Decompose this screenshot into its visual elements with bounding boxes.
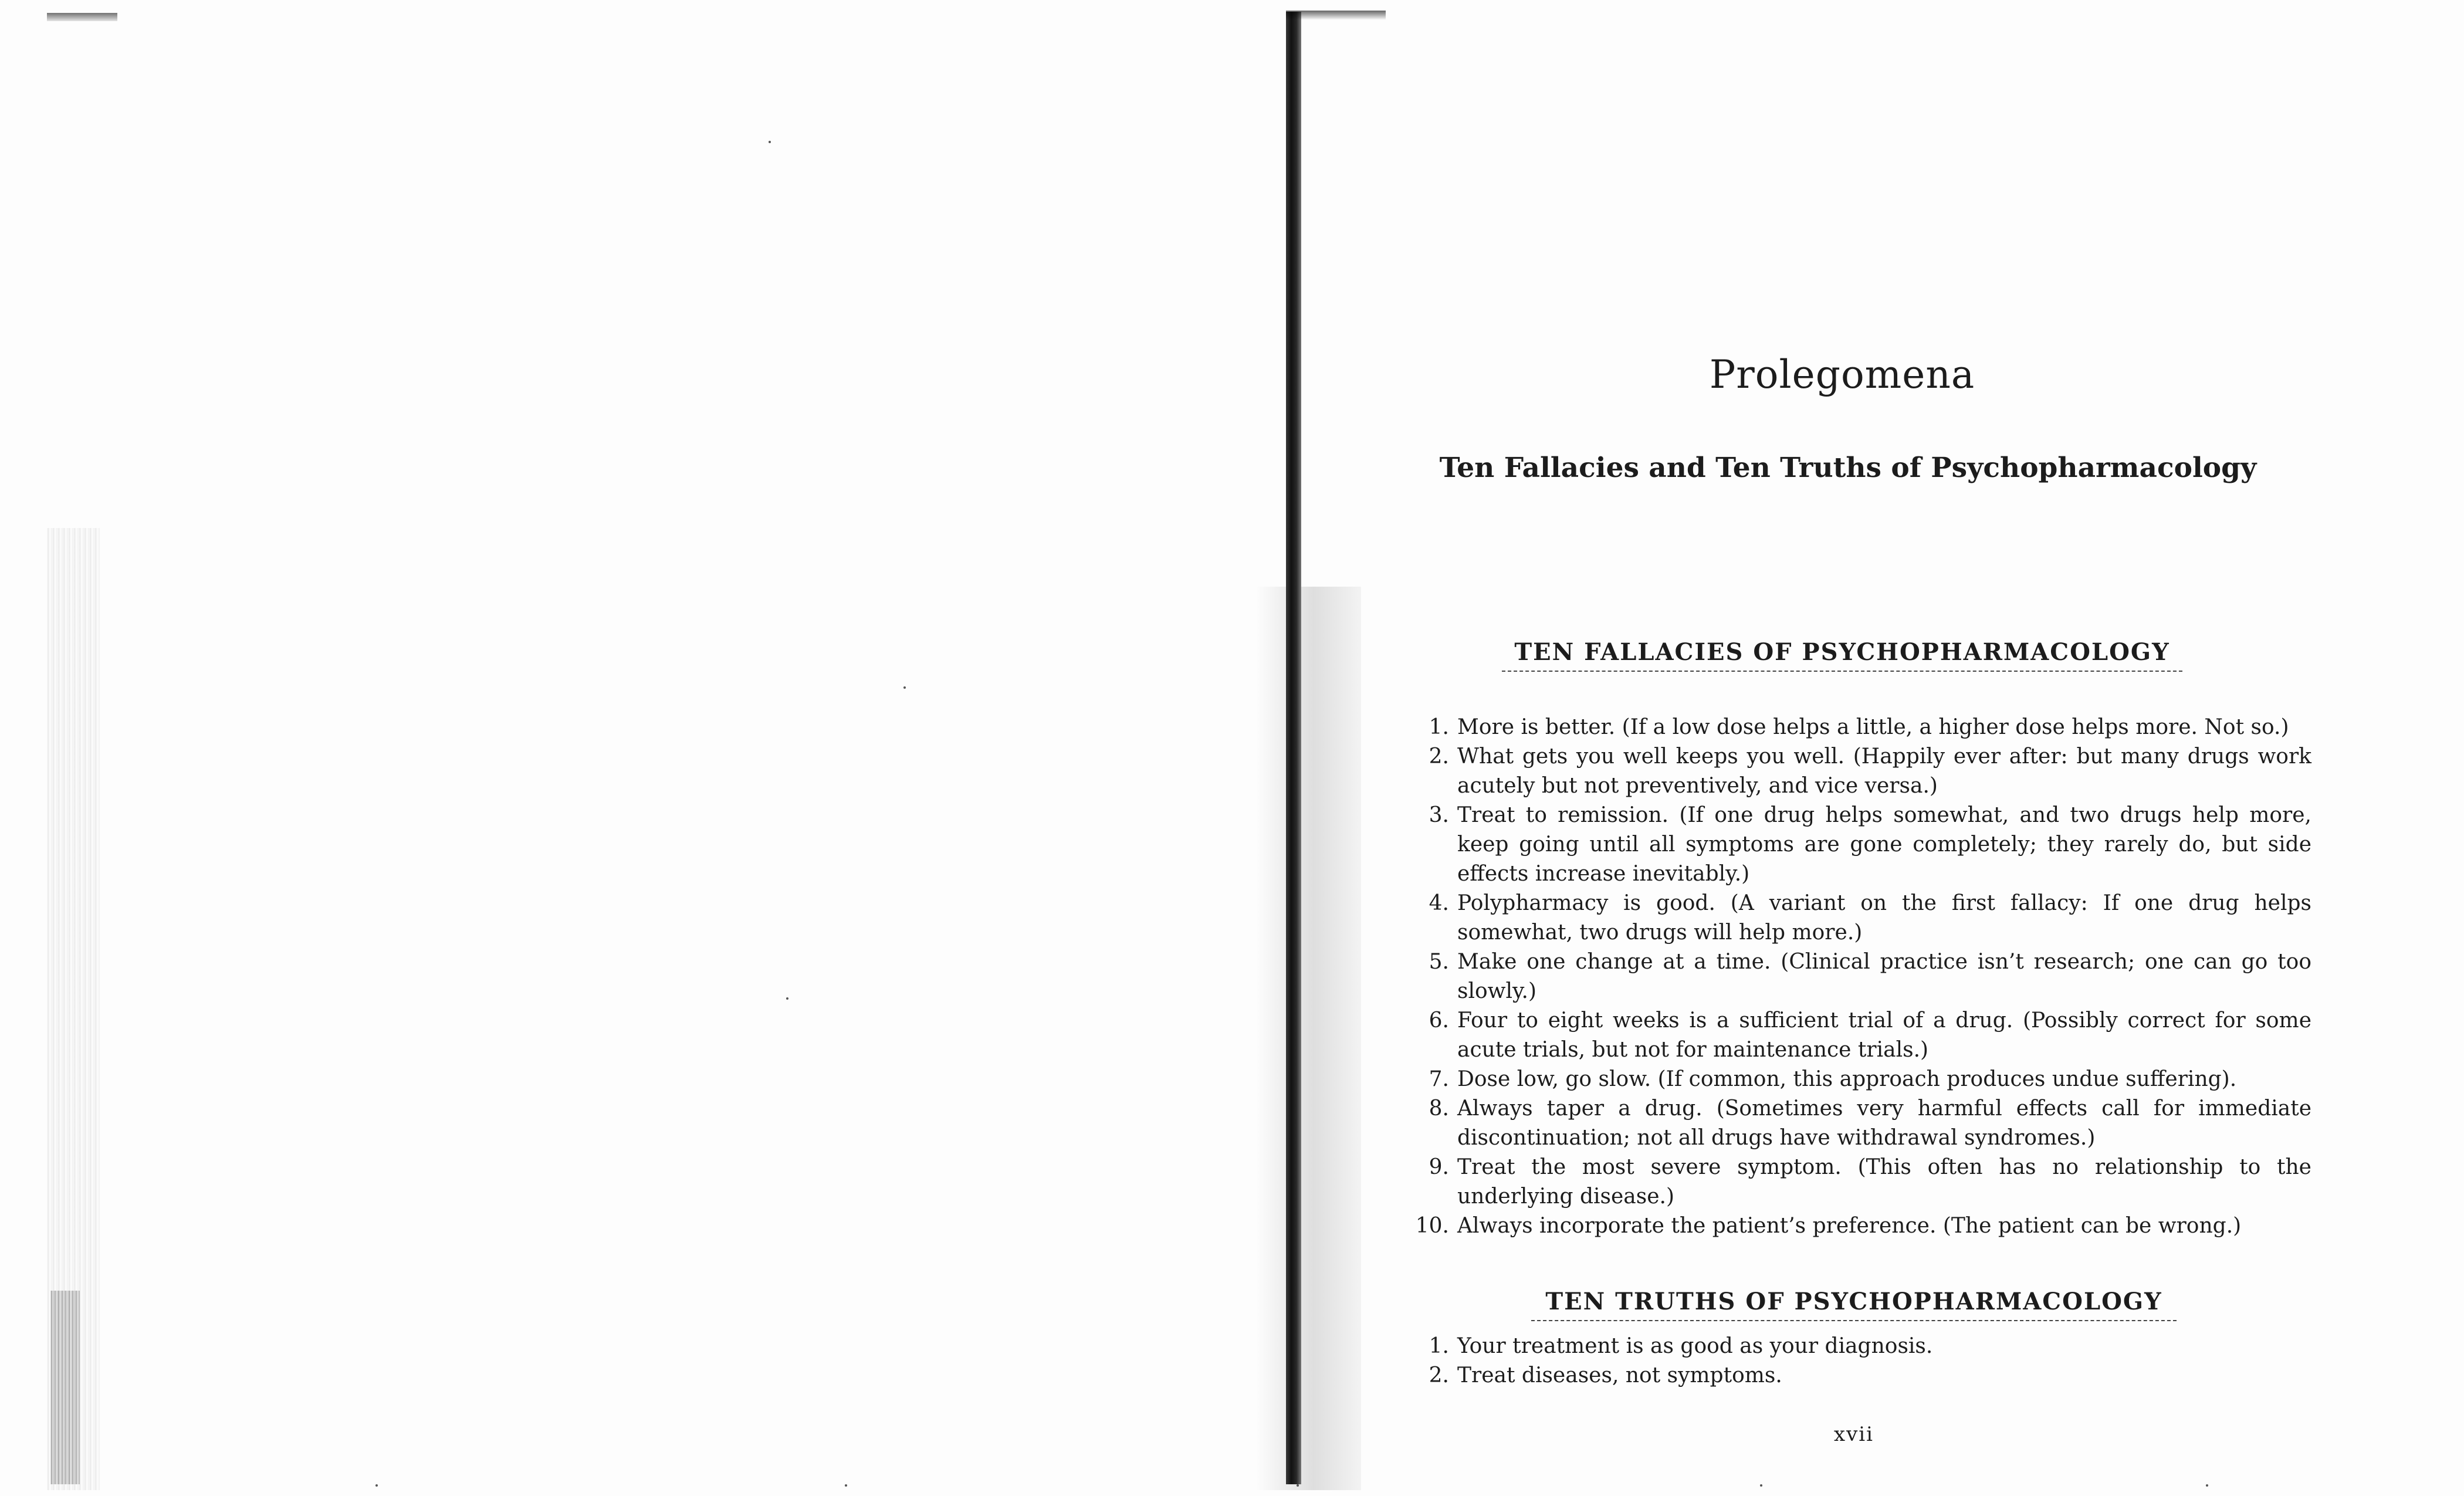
list-item — [1414, 713, 2311, 742]
item-number: 1. — [1429, 715, 1449, 739]
page-subtitle: Ten Fallacies and Ten Truths of Psychopharmacology — [1439, 452, 2257, 484]
item-text: Your treatment is as good as your diagnosis. — [1457, 1334, 1933, 1358]
list-item — [1414, 1065, 2311, 1094]
item-number: 4. — [1429, 891, 1449, 915]
item-number: 5. — [1429, 950, 1449, 974]
item-text: Four to eight weeks is a sufficient trial of a drug. (Possibly correct for some acute trials, but not for maintenance trials.) — [1457, 1008, 2311, 1062]
list-item — [1414, 889, 2311, 947]
item-number: 1. — [1429, 1334, 1449, 1358]
scan-speck — [786, 997, 788, 1000]
scan-speck — [375, 1484, 378, 1487]
item-text: Make one change at a time. (Clinical practice isn’t research; one can go too slowly.) — [1457, 950, 2311, 1003]
fallacies-heading: TEN FALLACIES OF PSYCHOPHARMACOLOGY — [1502, 638, 2182, 672]
item-number: 8. — [1429, 1096, 1449, 1121]
list-item — [1414, 801, 2311, 889]
truths-heading: TEN TRUTHS OF PSYCHOPHARMACOLOGY — [1531, 1288, 2177, 1321]
item-text: Always taper a drug. (Sometimes very harmful effects call for immediate discontinuation; not all drugs have withdrawal syndromes.) — [1457, 1096, 2311, 1150]
item-text: Treat the most severe symptom. (This often has no relationship to the underlying disease.) — [1457, 1155, 2311, 1209]
item-text: Dose low, go slow. (If common, this approach produces undue suffering). — [1457, 1067, 2237, 1091]
scan-artifact-top-left — [47, 13, 117, 21]
item-number: 6. — [1429, 1008, 1449, 1033]
item-text: Polypharmacy is good. (A variant on the first fallacy: If one drug helps somewhat, two drugs will help more.) — [1457, 891, 2311, 945]
list-item — [1414, 1094, 2311, 1153]
truths-list — [1414, 1332, 2311, 1390]
gutter-shadow — [1255, 587, 1361, 1490]
page-number: xvii — [1833, 1423, 1874, 1446]
scan-speck — [903, 686, 906, 689]
list-item — [1414, 1211, 2311, 1241]
scan-speck — [1760, 1484, 1762, 1487]
gutter-binding — [1286, 12, 1301, 1484]
item-text: More is better. (If a low dose helps a little, a higher dose helps more. Not so.) — [1457, 715, 2289, 739]
item-number: 3. — [1429, 803, 1449, 827]
list-item — [1414, 947, 2311, 1006]
list-item — [1414, 1153, 2311, 1211]
item-text: Always incorporate the patient’s preference. (The patient can be wrong.) — [1457, 1214, 2242, 1238]
item-number: 7. — [1429, 1067, 1449, 1091]
list-item — [1414, 1361, 2311, 1390]
scan-speck — [2206, 1484, 2208, 1487]
list-item — [1414, 1006, 2311, 1065]
item-number: 2. — [1429, 1363, 1449, 1387]
fallacies-list — [1414, 713, 2311, 1241]
item-text: Treat diseases, not symptoms. — [1457, 1363, 1782, 1387]
scan-speck — [769, 141, 771, 143]
scan-artifact-left-edge-dark — [50, 1291, 80, 1484]
gutter-top-mark — [1286, 11, 1386, 20]
scan-speck — [845, 1484, 847, 1487]
item-number: 2. — [1429, 744, 1449, 769]
item-text: What gets you well keeps you well. (Happily ever after: but many drugs work acutely but not preventively, and vice versa.) — [1457, 744, 2311, 798]
list-item — [1414, 742, 2311, 801]
list-item — [1414, 1332, 2311, 1361]
item-text: Treat to remission. (If one drug helps somewhat, and two drugs help more, keep going until all symptoms are gone completely; they rarely do, but side effects increase inevitably.) — [1457, 803, 2311, 886]
item-number: 10. — [1415, 1214, 1449, 1238]
item-number: 9. — [1429, 1155, 1449, 1179]
page-title: Prolegomena — [1709, 352, 1975, 397]
